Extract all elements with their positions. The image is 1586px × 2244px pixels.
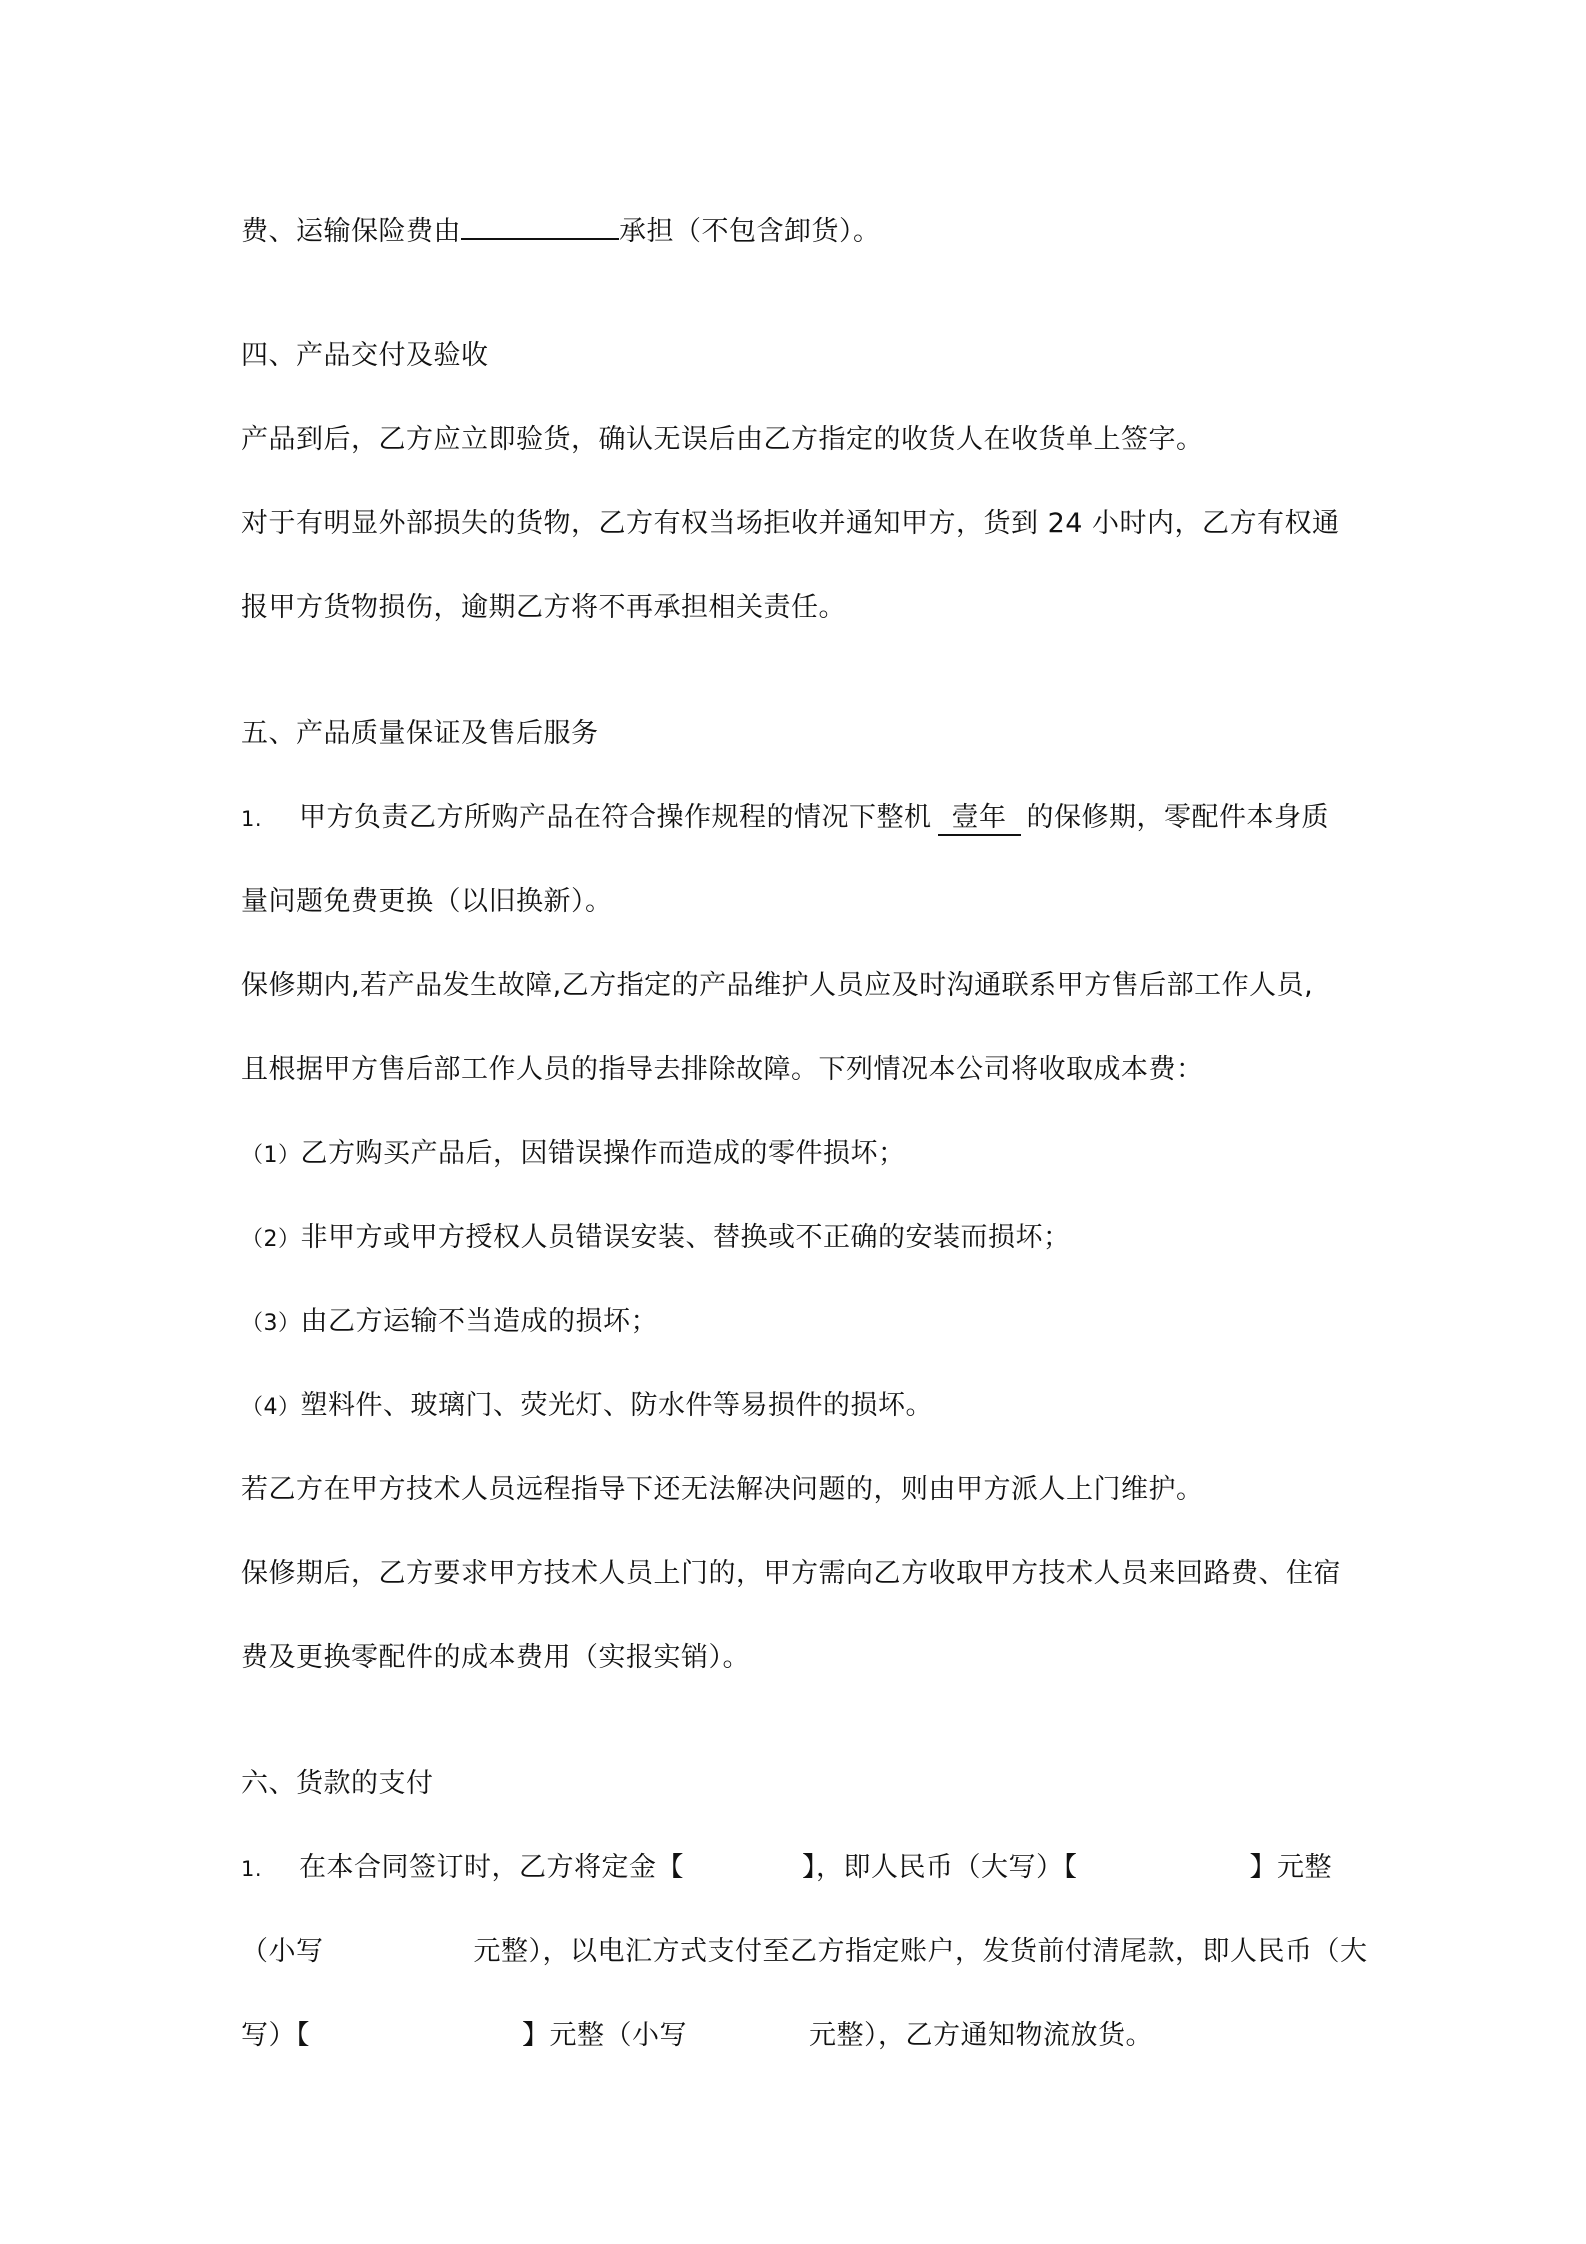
paragraph-line (241, 210, 1361, 252)
item-number: 1. (241, 807, 263, 831)
text-segment: （小写 (241, 1936, 324, 1967)
list-item-number: （2） (241, 1227, 301, 1252)
list-item-number: （4） (241, 1395, 301, 1420)
list-item-text: 由乙方运输不当造成的损坏； (300, 1306, 658, 1337)
numbered-item (241, 1848, 1361, 1889)
paragraph-line: 且根据甲方售后部工作人员的指导去排除故障。下列情况本公司将收取成本费： (241, 1054, 1204, 1085)
paragraph-line (241, 1932, 1368, 1972)
list-item (241, 1386, 1361, 1428)
list-item-number: （1） (241, 1143, 301, 1168)
text-segment: 】，即人民币（大写）【 (802, 1852, 1078, 1883)
list-item-text: 塑料件、玻璃门、荧光灯、防水件等易损件的损坏。 (300, 1390, 933, 1421)
list-item (241, 1218, 1361, 1260)
paragraph-line: 保修期内,若产品发生故障,乙方指定的产品维护人员应及时沟通联系甲方售后部工作人员, (241, 970, 1314, 1001)
section-heading-5: 五、产品质量保证及售后服务 (241, 718, 599, 749)
numbered-item (241, 798, 1361, 839)
text-segment: 元整），以电汇方式支付至乙方指定账户，发货前付清尾款，即人民币（大 (473, 1936, 1368, 1967)
text-segment: 元整），乙方通知物流放货。 (809, 2020, 1153, 2051)
section-heading-6: 六、货款的支付 (241, 1768, 434, 1799)
paragraph-line: 报甲方货物损伤，逾期乙方将不再承担相关责任。 (241, 592, 846, 623)
list-item-text: 非甲方或甲方授权人员错误安装、替换或不正确的安装而损坏； (300, 1222, 1071, 1253)
list-item (241, 1134, 1361, 1176)
paragraph-line: 保修期后，乙方要求甲方技术人员上门的，甲方需向乙方收取甲方技术人员来回路费、住宿 (241, 1558, 1341, 1589)
paragraph-line: 对于有明显外部损失的货物，乙方有权当场拒收并通知甲方，货到 24 小时内，乙方有权通 (241, 508, 1340, 539)
blank-underline (461, 210, 619, 240)
item-number: 1. (241, 1857, 263, 1881)
list-item-text: 乙方购买产品后，因错误操作而造成的零件损坏； (300, 1138, 906, 1169)
list-item-number: （3） (241, 1311, 301, 1336)
paragraph-line (241, 2016, 1361, 2056)
text-segment: 费、运输保险费由 (241, 216, 461, 247)
section-heading-4: 四、产品交付及验收 (241, 340, 489, 371)
text-segment: 承担（不包含卸货）。 (619, 216, 881, 247)
warranty-period-field: 壹年 (938, 802, 1021, 836)
paragraph-line: 若乙方在甲方技术人员远程指导下还无法解决问题的，则由甲方派人上门维护。 (241, 1474, 1204, 1505)
text-segment: 的保修期，零配件本身质 (1026, 802, 1329, 833)
text-segment: 甲方负责乙方所购产品在符合操作规程的情况下整机 (299, 802, 932, 833)
list-item (241, 1302, 1361, 1344)
text-segment: 】元整（小写 (522, 2020, 687, 2051)
text-segment: 在本合同签订时，乙方将定金【 (299, 1852, 684, 1883)
paragraph-line: 产品到后，乙方应立即验货，确认无误后由乙方指定的收货人在收货单上签字。 (241, 424, 1204, 455)
text-segment: 】元整 (1249, 1852, 1332, 1883)
text-segment: 写）【 (241, 2020, 310, 2051)
paragraph-line: 费及更换零配件的成本费用（实报实销）。 (241, 1642, 750, 1673)
paragraph-line: 量问题免费更换（以旧换新）。 (241, 886, 613, 917)
